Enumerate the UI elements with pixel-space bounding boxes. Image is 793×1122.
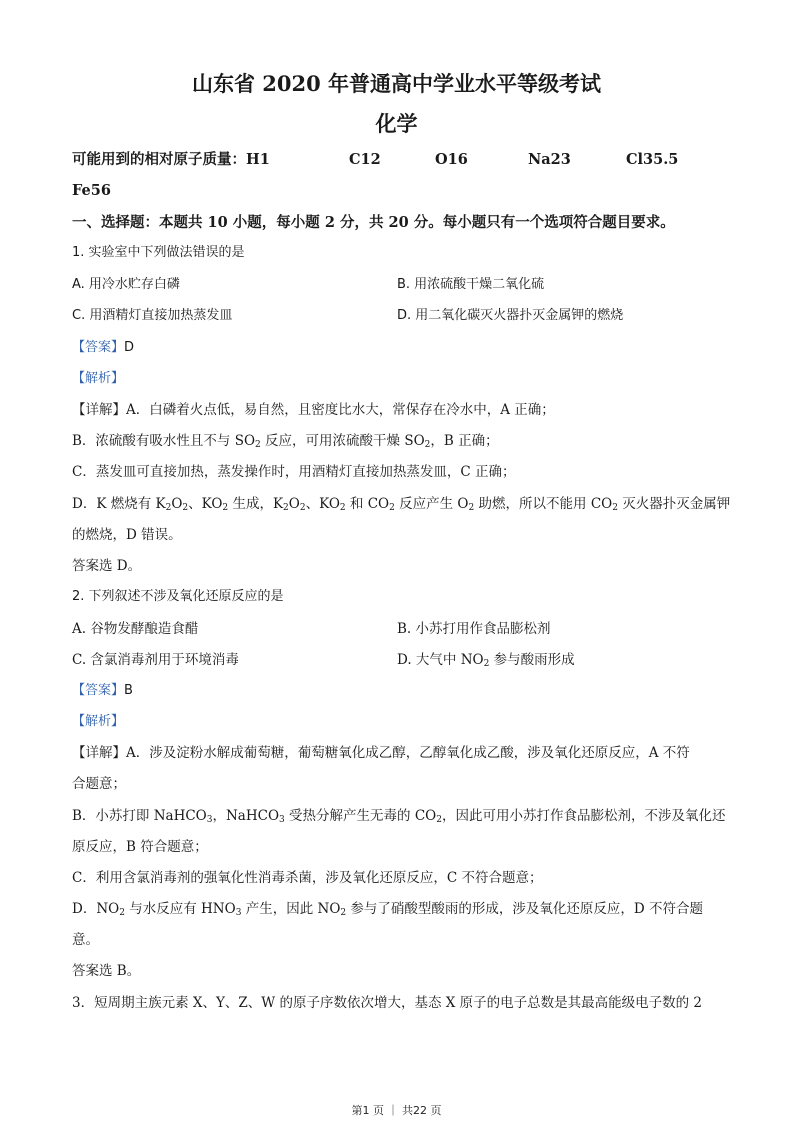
detail-tag: 【详解】 [72, 402, 126, 418]
page-footer: 第1 页 ｜ 共22 页 [351, 1104, 442, 1117]
q1-option-c: C. 用酒精灯直接加热蒸发皿 [72, 308, 233, 323]
q2-option-a: A. 谷物发酵酿造食醋 [72, 621, 199, 637]
answer-tag: 【答案】 [72, 340, 125, 355]
detail-tag: 【详解】 [72, 745, 126, 761]
page-title: 山东省 2020 年普通高中学业水平等级考试 [191, 71, 602, 96]
answer-value: D [124, 340, 135, 355]
atomic-mass-o: O16 [435, 151, 468, 168]
q2-detail-a2: 合题意； [72, 776, 126, 792]
q1-detail-d2: 的燃烧，D 错误。 [72, 527, 182, 543]
section-heading: 一、选择题：本题共 10 小题，每小题 2 分，共 20 分。每小题只有一个选项符合题目要求。 [72, 214, 675, 231]
q2-conclusion: 答案选 B。 [72, 963, 141, 979]
q2-detail-b: B．小苏打即 NaHCO$_3$，NaHCO$_3$ 受热分解产生无毒的 $CO_2$，因此可用小苏打作食品膨松剂，不涉及氧化还 [72, 808, 726, 825]
q2-stem: 2. 下列叙述不涉及氧化还原反应的是 [72, 589, 284, 604]
q2-detail-d: D．$NO_2$ 与水反应有 $HNO_3$ 产生，因此 $NO_2$ 参与了硝酸型酸雨的形成，涉及氧化还原反应，D 不符合题 [72, 901, 704, 918]
answer-value: B [124, 683, 133, 698]
atomic-mass-na: Na23 [528, 151, 571, 168]
atomic-mass-line [72, 150, 722, 170]
q2-option-c: C. 含氯消毒剂用于环境消毒 [72, 652, 239, 668]
atomic-mass-label: 可能用到的相对原子质量：H1 [72, 151, 270, 168]
q1-option-a: A. 用冷水贮存白磷 [72, 277, 180, 292]
answer-tag: 【答案】 [72, 683, 125, 698]
q1-conclusion: 答案选 D。 [72, 558, 142, 574]
q2-detail-a [72, 743, 690, 763]
q3-stem: 3．短周期主族元素 X、Y、Z、W 的原子序数依次增大，基态 X 原子的电子总数是其最高能级电子数的 2 [72, 995, 703, 1011]
subject-title: 化学 [375, 111, 418, 136]
detail-text: A．涉及淀粉水解成葡萄糖，葡萄糖氧化成乙醇，乙醇氧化成乙酸，涉及氧化还原反应，A 不符 [126, 745, 690, 761]
q1-option-b: B. 用浓硫酸干燥二氧化硫 [397, 277, 545, 292]
q1-detail-d: D．K 燃烧有 $K_2O_2$、$KO_2$ 生成，$K_2O_2$、$KO_2$ 和 $CO_2$ 反应产生 $O_2$ 助燃，所以不能用 $CO_2$ 灭火器扑灭金属钾 [72, 496, 731, 513]
q2-option-d: D. 大气中 $NO_2$ 参与酸雨形成 [397, 652, 575, 669]
atomic-mass-fe: Fe56 [72, 182, 111, 199]
q1-detail-b: B．浓硫酸有吸水性且不与 $SO_2$ 反应，可用浓硫酸干燥 $SO_2$，B 正确； [72, 433, 499, 450]
q2-option-b: B. 小苏打用作食品膨松剂 [397, 621, 551, 637]
q2-detail-b2: 原反应，B 符合题意； [72, 839, 208, 855]
q1-analysis-tag: 【解析】 [72, 371, 125, 386]
q1-detail-c: C．蒸发皿可直接加热，蒸发操作时，用酒精灯直接加热蒸发皿，C 正确； [72, 464, 516, 480]
q2-detail-c: C．利用含氯消毒剂的强氧化性消毒杀菌，涉及氧化还原反应，C 不符合题意； [72, 870, 543, 886]
q1-detail-a [72, 400, 555, 420]
q2-detail-d2: 意。 [72, 932, 99, 948]
atomic-mass-cl: Cl35.5 [626, 151, 679, 168]
detail-text: A．白磷着火点低，易自然，且密度比水大，常保存在冷水中，A 正确； [126, 402, 555, 418]
q1-answer [72, 338, 134, 358]
q1-stem: 1. 实验室中下列做法错误的是 [72, 245, 245, 260]
q2-answer [72, 681, 133, 701]
atomic-mass-c: C12 [349, 151, 381, 168]
q2-analysis-tag: 【解析】 [72, 714, 125, 729]
q1-option-d: D. 用二氧化碳灭火器扑灭金属钾的燃烧 [397, 308, 624, 323]
